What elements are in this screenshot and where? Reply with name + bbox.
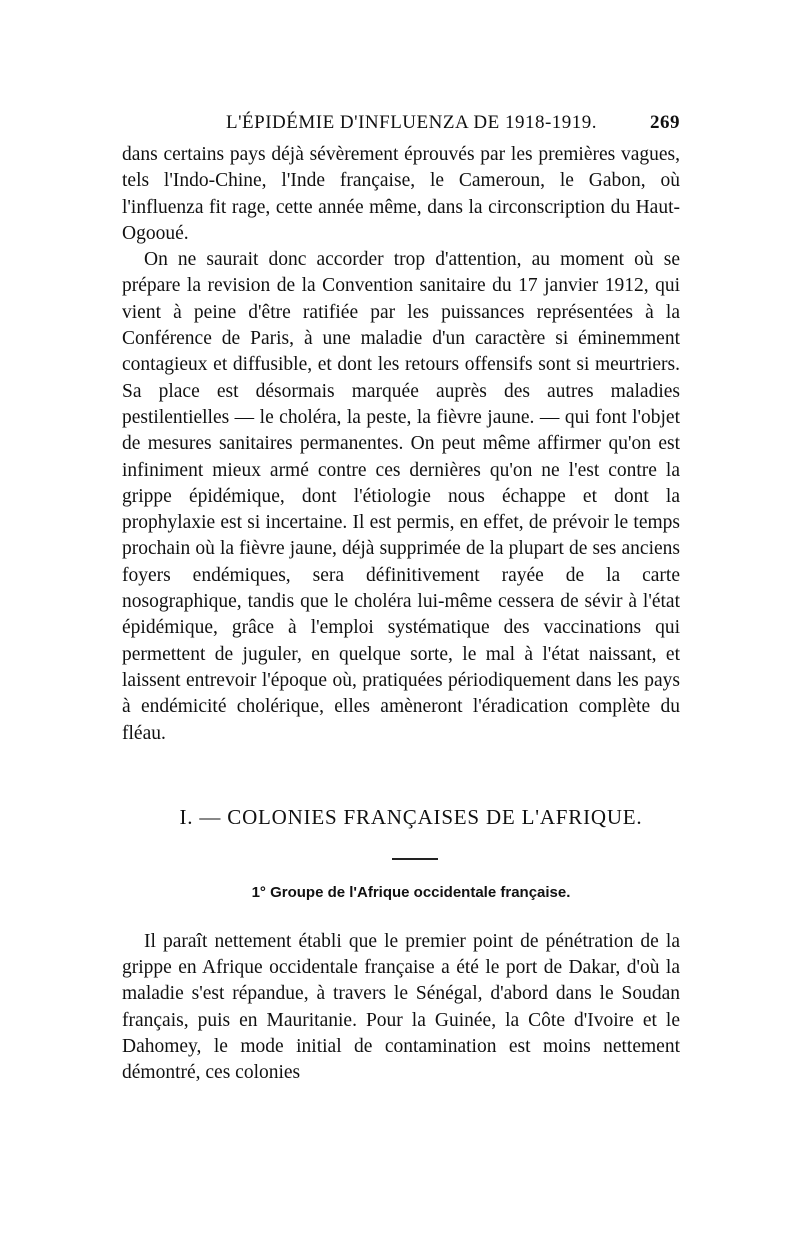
section-divider [392,858,438,860]
running-head-title: L'ÉPIDÉMIE D'INFLUENZA DE 1918-1919. [226,112,598,133]
paragraph-continued: dans certains pays déjà sévèrement éprouvés par les premières vagues, tels l'Indo-Chine, l'Inde française, le Cameroun, le Gabon, où l'influenza fit rage, cette année même, dans la circonscription du Haut-Ogooué. [122,144,680,244]
paragraph-afrique-occidentale: Il paraît nettement établi que le premier point de pénétration de la grippe en Afrique occidentale française a été le port de Dakar, d'où la maladie s'est répandue, à travers le Sénégal, d'abord dans le Soudan français, puis en Mauritanie. Pour la Guinée, la Côte d'Ivoire et le Dahomey, le mode initial de contamination est moins nettement démontré, ces colonies [122,930,680,1084]
page-number: 269 [650,112,680,133]
book-page [122,112,680,1087]
subsection-heading: 1° Groupe de l'Afrique occidentale française. [251,883,571,901]
paragraph-convention: On ne saurait donc accorder trop d'attention, au moment où se prépare la revision de la Convention sanitaire du 17 janvier 1912, qui vient à peine d'être ratifiée par les puissances représentées à la Conférence de Paris, à une maladie d'un caractère si éminemment contagieux et diffusible, et dont les retours offensifs sont si meurtriers. Sa place est désormais marquée auprès des autres maladies pestilentielles — le choléra, la peste, la fièvre jaune. — qui font l'objet de mesures sanitaires permanentes. On peut même affirmer qu'on est infiniment mieux armé contre ces dernières qu'on ne l'est contre la grippe épidémique, dont l'étiologie nous échappe et dont la prophylaxie est si incertaine. Il est permis, en effet, de prévoir le temps prochain où la fièvre jaune, déjà supprimée de la plupart de ses anciens foyers endémiques, sera définitivement rayée de la carte nosographique, tandis que le choléra lui-même cessera de sévir à l'état épidémique, grâce à l'emploi systématique des vaccinations qui permettent de juguler, en quelque sorte, le mal à l'état naissant, et laissent entrevoir l'époque où, pratiquées périodiquement dans les pays à endémicité cholérique, elles amèneront l'éradication complète du fléau. [122,249,680,744]
running-head [122,112,680,142]
section-heading: I. — COLONIES FRANÇAISES DE L'AFRIQUE. [179,804,643,829]
